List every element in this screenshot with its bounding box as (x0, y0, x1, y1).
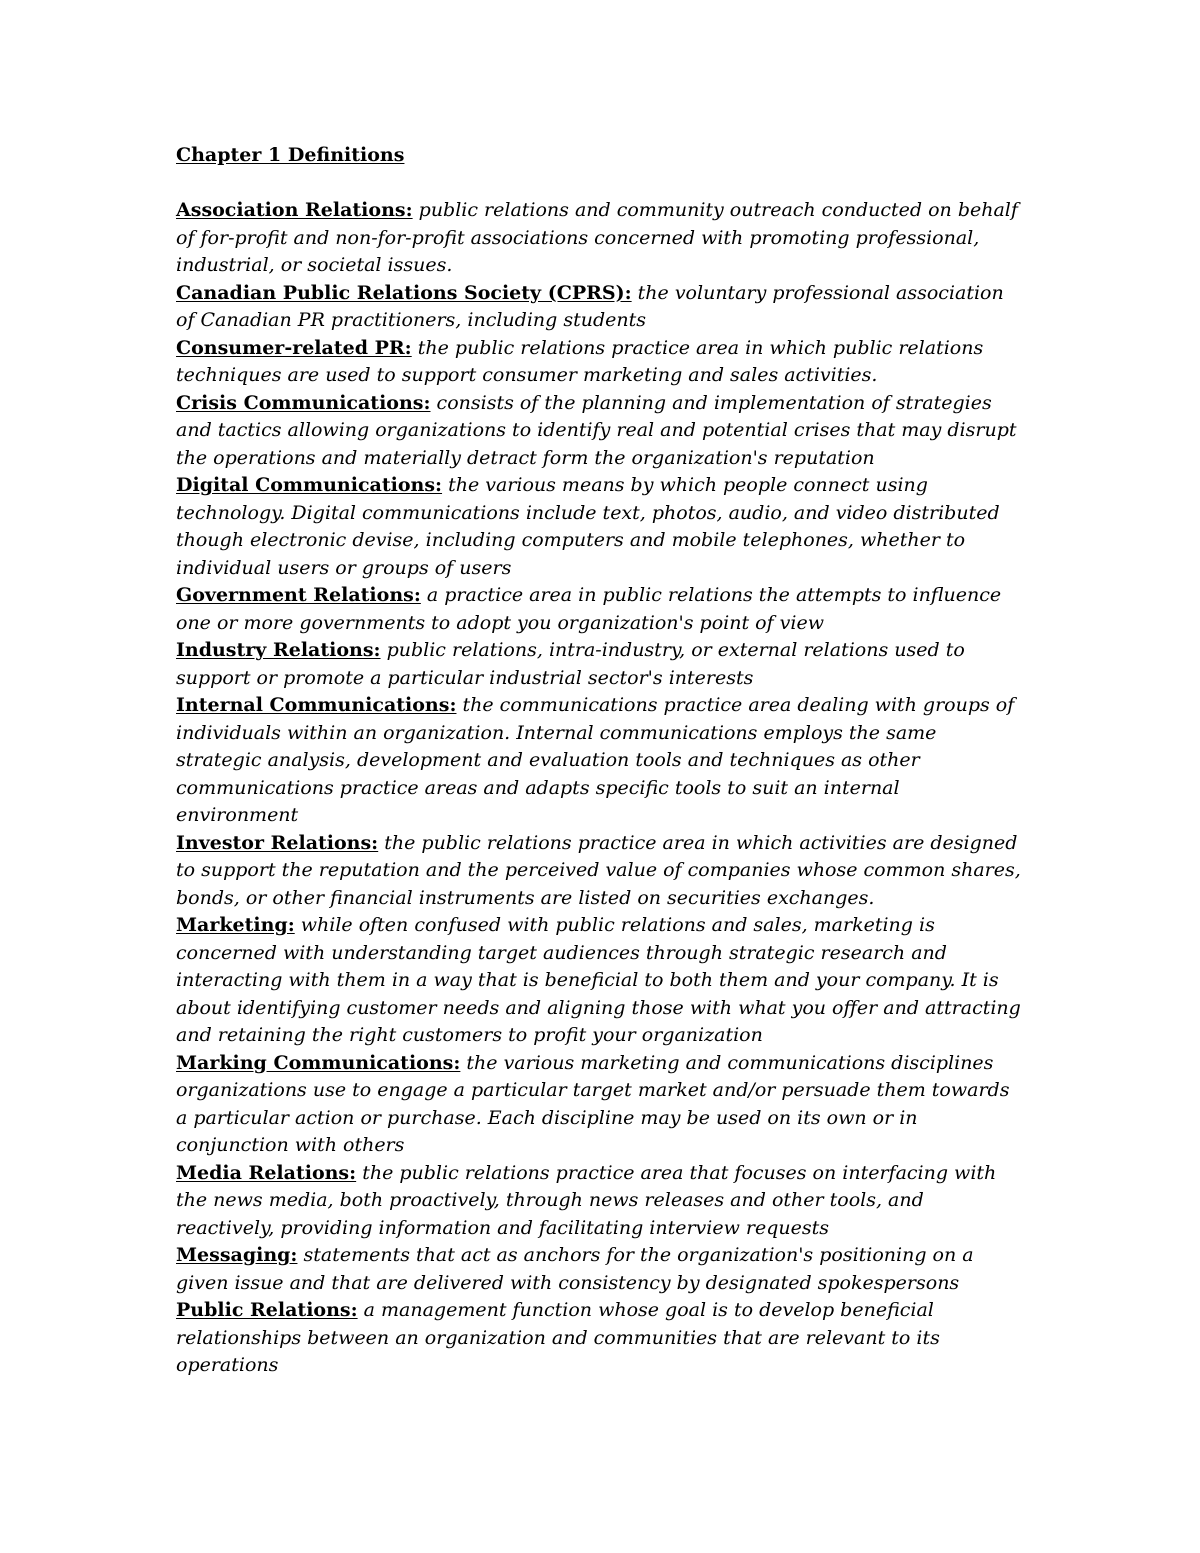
definition-text: a practice area in public relations the attempts to influence one or more governments to adopt you organization's point of view (176, 584, 1002, 634)
definition-text: a management function whose goal is to develop beneficial relationships between an organization and communities that are relevant to its operations (176, 1299, 940, 1376)
definition-text: the voluntary professional association of Canadian PR practitioners, including students (176, 281, 1004, 331)
definition-term: Government Relations: (176, 584, 421, 606)
definition-entry (176, 912, 1026, 1050)
definition-entry (176, 335, 1026, 390)
definition-entry (176, 390, 1026, 473)
definition-entry (176, 1242, 1026, 1297)
definition-text: the public relations practice area in which public relations techniques are used to support consumer marketing and sales activities. (176, 336, 984, 386)
definition-entry (176, 637, 1026, 692)
definition-term: Investor Relations: (176, 831, 379, 854)
definition-text: the various means by which people connect using technology. Digital communications include text, photos, audio, and video distributed though electronic devise, including computers and mobile telephones, whether to individual users or groups of users (176, 474, 1000, 579)
definition-term: Association Relations: (176, 199, 413, 221)
document-body (176, 142, 1026, 1380)
definition-term: Marking Communications: (176, 1051, 461, 1074)
definition-text: the public relations practice area in which activities are designed to support the reputation and the perceived value of companies whose common shares, bonds, or other financial instruments are listed on securities exchanges. (176, 831, 1021, 909)
definition-entry (176, 197, 1026, 280)
page-title: Chapter 1 Definitions (176, 144, 405, 166)
definition-entry (176, 472, 1026, 582)
definition-term: Industry Relations: (176, 639, 381, 661)
definition-term: Digital Communications: (176, 474, 443, 496)
definition-term: Consumer-related PR: (176, 336, 412, 359)
definition-term: Internal Communications: (176, 694, 457, 716)
definition-text: statements that act as anchors for the organization's positioning on a given issue and that are delivered with consistency by designated spokespersons (176, 1244, 974, 1294)
definition-text: the communications practice area dealing with groups of individuals within an organization. Internal communications employs the same strategic analysis, development and evaluation tools and techniques as other communications practice areas and adapts specific tools to suit an internal environment (176, 694, 1015, 826)
definition-term: Crisis Communications: (176, 391, 431, 414)
definition-entry (176, 582, 1026, 637)
definition-text: the public relations practice area that focuses on interfacing with the news media, both proactively, through news releases and other tools, and reactively, providing information and facilitating interview requests (176, 1161, 997, 1239)
definition-entry (176, 1297, 1026, 1380)
definition-term: Canadian Public Relations Society (CPRS): (176, 281, 632, 304)
definition-entry (176, 1050, 1026, 1160)
definition-entry (176, 1160, 1026, 1243)
definition-text: public relations and community outreach conducted on behalf of for-profit and non-for-profit associations concerned with promoting professional, industrial, or societal issues. (176, 199, 1018, 276)
definition-text: the various marketing and communications disciplines organizations use to engage a particular target market and/or persuade them towards a particular action or purchase. Each discipline may be used on its own or in conjunction with others (176, 1051, 1010, 1156)
definition-text: while often confused with public relations and sales, marketing is concerned with understanding target audiences through strategic research and interacting with them in a way that is beneficial to both them and your company. It is about identifying customer needs and aligning those with what you offer and attracting and retaining the right customers to profit your organization (176, 914, 1021, 1046)
definition-term: Media Relations: (176, 1161, 357, 1184)
definition-text: public relations, intra-industry, or external relations used to support or promote a particular industrial sector's interests (176, 639, 965, 689)
definition-term: Messaging: (176, 1244, 298, 1266)
definition-entry (176, 830, 1026, 913)
definition-term: Public Relations: (176, 1299, 358, 1321)
definition-entry (176, 280, 1026, 335)
definition-term: Marketing: (176, 914, 295, 936)
definition-entry (176, 692, 1026, 830)
definition-text: consists of the planning and implementation of strategies and tactics allowing organizations to identify real and potential crises that may disrupt the operations and materially detract form the organization's reputation (176, 391, 1017, 469)
